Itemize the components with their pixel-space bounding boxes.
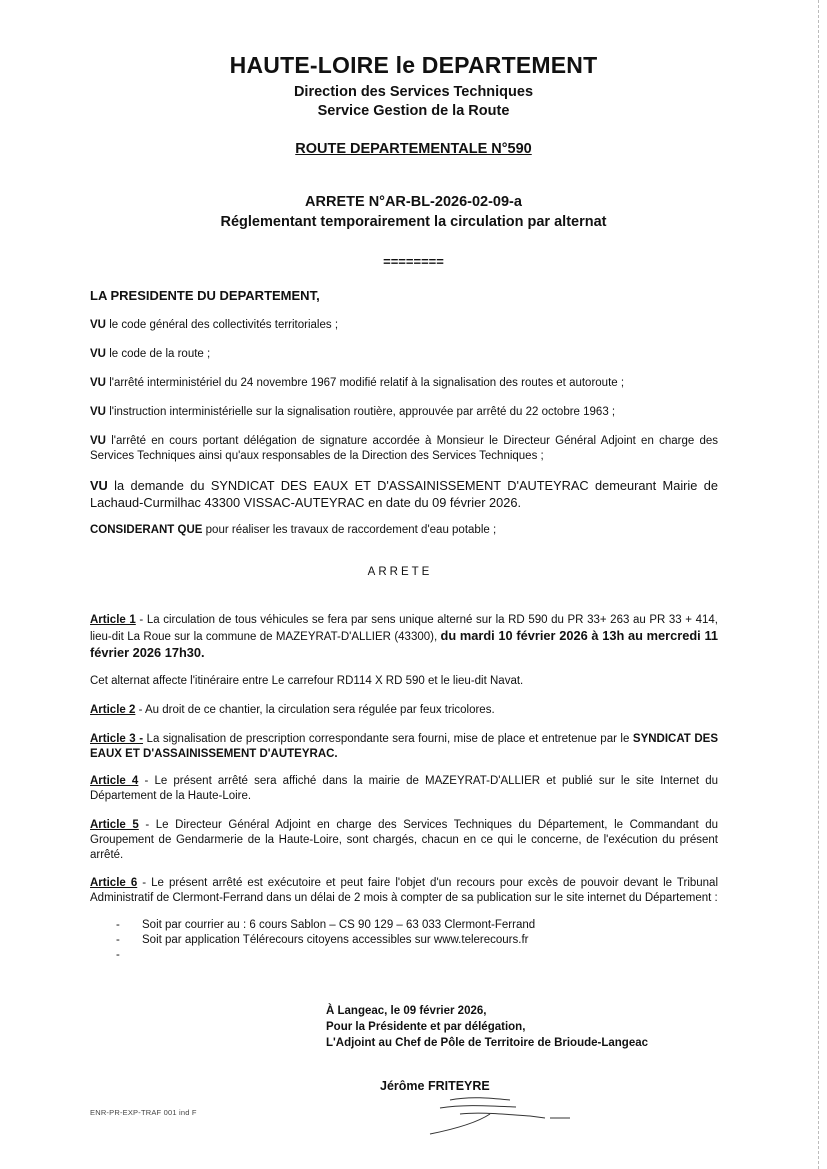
article-2-text: - Au droit de ce chantier, la circulation sera régulée par feux tricolores. <box>138 704 495 716</box>
signer-role: L'Adjoint au Chef de Pôle de Territoire de Brioude-Langeac <box>326 1037 649 1049</box>
vu-text: le code général des collectivités territoriales ; <box>109 319 339 331</box>
signature-block <box>326 1003 648 1051</box>
direction-name: Direction des Services Techniques <box>293 84 534 100</box>
vu-clause-2 <box>90 347 718 362</box>
vu-label: VU <box>90 478 108 493</box>
list-item <box>116 933 535 948</box>
delegation-line: Pour la Présidente et par délégation, <box>326 1021 526 1033</box>
vu-clause-4 <box>90 405 718 420</box>
president-heading: LA PRESIDENTE DU DEPARTEMENT, <box>90 288 320 303</box>
footer-code: ENR-PR-EXP-TRAF 001 ind F <box>90 1108 197 1117</box>
bullet-dash: - <box>116 919 120 931</box>
vu-text: la demande du SYNDICAT DES EAUX ET D'ASSAINISSEMENT D'AUTEYRAC demeurant Mairie de Lachaud-Curmilhac 43300 VISSAC-AUTEYRAC en date du 09 février 2026. <box>90 478 718 510</box>
vu-clause-3 <box>90 376 718 391</box>
vu-label: VU <box>90 377 106 389</box>
article-3-label: Article 3 - <box>90 733 144 745</box>
department-title: HAUTE-LOIRE le DEPARTEMENT <box>229 52 598 78</box>
considerant-text: pour réaliser les travaux de raccordement d'eau potable ; <box>205 524 497 536</box>
vu-label: VU <box>90 348 106 360</box>
vu-label: VU <box>90 435 106 447</box>
vu-text: l'arrêté interministériel du 24 novembre 1967 modifié relatif à la signalisation des routes et autoroute ; <box>109 377 625 389</box>
article-3-syndicat: SYNDICAT DES EAUX ET D'ASSAINISSEMENT D'AUTEYRAC. <box>90 733 718 760</box>
signer-name: Jérôme FRITEYRE <box>380 1079 490 1093</box>
list-item-text: Soit par courrier au : 6 cours Sablon – CS 90 129 – 63 033 Clermont-Ferrand <box>142 919 536 931</box>
article-6 <box>90 876 718 906</box>
article-1 <box>90 612 718 662</box>
list-item-text: Soit par application Télérecours citoyens accessibles sur www.telerecours.fr <box>142 934 529 946</box>
arrete-heading: ARRETE <box>367 566 433 578</box>
vu-label: VU <box>90 319 106 331</box>
article-6-text: - Le présent arrêté est exécutoire et peut faire l'objet d'un recours pour excès de pouvoir devant le Tribunal Administratif de Clermont-Ferrand dans un délai de 2 mois à compter de sa publication sur le site internet du Département : <box>90 877 719 904</box>
article-1-text: - La circulation de tous véhicules se fera par sens unique alterné sur la RD 590 du PR 33+ 263 au PR 33 + 414, lieu-dit La Roue sur la commune de MAZEYRAT-D'ALLIER (43300), <box>90 614 718 643</box>
article-1-label: Article 1 <box>90 614 136 626</box>
vu-clause-5 <box>90 434 718 464</box>
list-item <box>116 918 535 933</box>
article-3-text: La signalisation de prescription correspondante sera fourni, mise de place et entretenue par le <box>146 733 630 745</box>
article-4-label: Article 4 <box>90 775 139 787</box>
article-5 <box>90 818 718 863</box>
considerant-clause <box>90 523 718 538</box>
recourse-list <box>116 918 535 963</box>
article-5-label: Article 5 <box>90 819 139 831</box>
route-title: ROUTE DEPARTEMENTALE N°590 <box>295 141 532 157</box>
bullet-dash: - <box>116 949 120 961</box>
article-4-text: - Le présent arrêté sera affiché dans la mairie de MAZEYRAT-D'ALLIER et publié sur le site Internet du Département de la Haute-Loire. <box>90 775 719 802</box>
separator: ======== <box>383 254 444 269</box>
arrete-subject: Réglementant temporairement la circulation par alternat <box>220 214 607 230</box>
article-2-label: Article 2 <box>90 704 136 716</box>
article-5-text: - Le Directeur Général Adjoint en charge des Services Techniques du Département, le Commandant du Groupement de Gendarmerie de la Haute-Loire, sont chargés, chacun en ce qui le concerne, de l'exécution du présent arrêté. <box>90 819 719 861</box>
alternat-note: Cet alternat affecte l'itinéraire entre Le carrefour RD114 X RD 590 et le lieu-dit Navat. <box>90 675 524 687</box>
article-2 <box>90 703 718 718</box>
article-1-dates: du mardi 10 février 2026 à 13h au mercredi 11 février 2026 17h30. <box>90 628 718 660</box>
article-6-label: Article 6 <box>90 877 138 889</box>
vu-text: le code de la route ; <box>109 348 211 360</box>
vu-label: VU <box>90 406 106 418</box>
considerant-label: CONSIDERANT QUE <box>90 524 203 536</box>
vu-clause-6 <box>90 477 718 511</box>
list-item <box>116 948 535 963</box>
arrete-number: ARRETE N°AR-BL-2026-02-09-a <box>305 194 522 210</box>
place-date: À Langeac, le 09 février 2026, <box>326 1005 487 1017</box>
vu-text: l'arrêté en cours portant délégation de signature accordée à Monsieur le Directeur Général Adjoint en charge des Services Techniques ainsi qu'aux responsables de la Direction des Services Techniques ; <box>90 435 719 462</box>
vu-text: l'instruction interministérielle sur la signalisation routière, approuvée par arrêté du 22 octobre 1963 ; <box>109 406 616 418</box>
bullet-dash: - <box>116 934 120 946</box>
service-name: Service Gestion de la Route <box>317 103 510 119</box>
vu-clause-1 <box>90 318 718 333</box>
scan-edge-line <box>818 0 819 1169</box>
handwritten-signature <box>420 1094 580 1139</box>
article-3 <box>90 732 718 762</box>
article-4 <box>90 774 718 804</box>
